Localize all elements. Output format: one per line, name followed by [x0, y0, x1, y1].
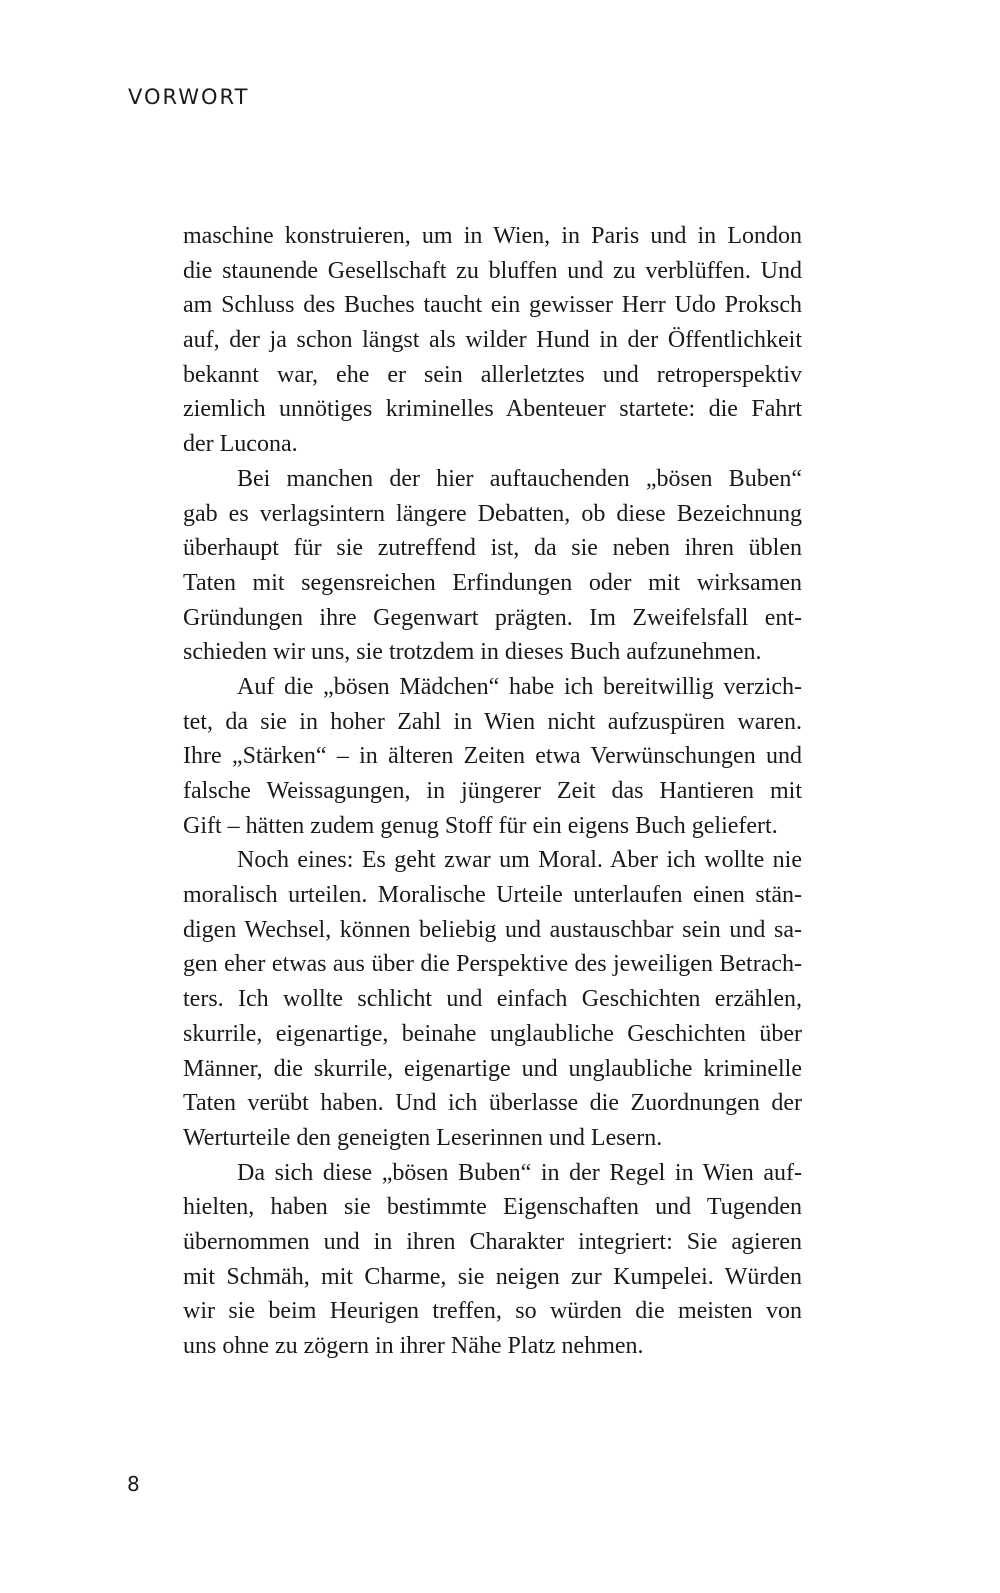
text-line: Ihre „Stärken“ – in älteren Zeiten etwa Verwünschungen und: [183, 743, 802, 770]
text-line: übernommen und in ihren Charakter integriert: Sie agieren: [183, 1228, 802, 1255]
text-line: mit Schmäh, mit Charme, sie neigen zur Kumpelei. Würden: [183, 1263, 802, 1290]
text-line: uns ohne zu zögern in ihrer Nähe Platz nehmen.: [183, 1333, 644, 1359]
text-line: gen eher etwas aus über die Perspektive des jeweiligen Betrach-: [183, 951, 802, 978]
text-line: ziemlich unnötiges kriminelles Abenteuer startete: die Fahrt: [183, 396, 802, 423]
text-line: skurrile, eigenartige, beinahe unglaubliche Geschichten über: [183, 1020, 802, 1047]
text-line: ters. Ich wollte schlicht und einfach Geschichten erzählen,: [183, 986, 802, 1013]
text-line: überhaupt für sie zutreffend ist, da sie neben ihren üblen: [183, 535, 802, 562]
text-line: Gründungen ihre Gegenwart prägten. Im Zweifelsfall ent-: [183, 604, 802, 631]
body-text: [183, 219, 802, 1364]
text-line: wir sie beim Heurigen treffen, so würden die meisten von: [183, 1298, 802, 1325]
text-line: Männer, die skurrile, eigenartige und unglaubliche kriminelle: [183, 1055, 802, 1082]
text-line: schieden wir uns, sie trotzdem in dieses Buch aufzunehmen.: [183, 639, 762, 666]
text-line: Werturteile den geneigten Leserinnen und Lesern.: [183, 1124, 663, 1151]
text-line: gab es verlagsintern längere Debatten, ob diese Bezeichnung: [183, 500, 802, 527]
text-line: maschine konstruieren, um in Wien, in Paris und in London: [183, 223, 802, 249]
text-line: die staunende Gesellschaft zu bluffen und zu verblüffen. Und: [183, 257, 802, 284]
text-line: Bei manchen der hier auftauchenden „bösen Buben“: [237, 465, 802, 492]
text-line: Taten mit segensreichen Erfindungen oder mit wirksamen: [183, 569, 802, 596]
text-line: auf, der ja schon längst als wilder Hund in der Öffentlichkeit: [183, 327, 802, 354]
text-line: der Lucona.: [183, 431, 298, 458]
text-line: hielten, haben sie bestimmte Eigenschaften und Tugenden: [183, 1194, 802, 1221]
running-head: VORWORT: [128, 85, 250, 109]
text-line: Auf die „bösen Mädchen“ habe ich bereitwillig verzich-: [237, 673, 802, 700]
text-line: Gift – hätten zudem genug Stoff für ein eigens Buch geliefert.: [183, 812, 778, 839]
text-line: Da sich diese „bösen Buben“ in der Regel in Wien auf-: [237, 1159, 802, 1186]
text-line: Taten verübt haben. Und ich überlasse die Zuordnungen der: [183, 1090, 802, 1117]
text-line: tet, da sie in hoher Zahl in Wien nicht aufzuspüren waren.: [183, 708, 802, 735]
text-line: am Schluss des Buches taucht ein gewisser Herr Udo Proksch: [183, 292, 802, 319]
text-line: digen Wechsel, können beliebig und austauschbar sein und sa-: [183, 916, 802, 943]
page-number: 8: [127, 1472, 140, 1496]
text-line: bekannt war, ehe er sein allerletztes und retroperspektiv: [183, 361, 802, 388]
text-line: Noch eines: Es geht zwar um Moral. Aber ich wollte nie: [237, 847, 802, 874]
text-line: falsche Weissagungen, in jüngerer Zeit das Hantieren mit: [183, 778, 802, 804]
text-line: moralisch urteilen. Moralische Urteile unterlaufen einen stän-: [183, 882, 802, 909]
